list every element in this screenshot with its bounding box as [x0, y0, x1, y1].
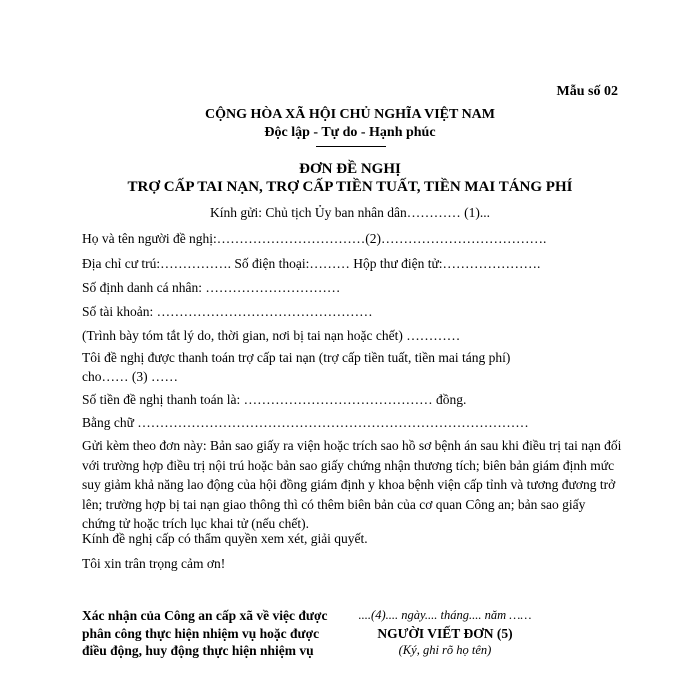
- request-line-1: Tôi đề nghị được thanh toán trợ cấp tai nạn (trợ cấp tiền tuất, tiền mai táng phí): [82, 350, 511, 365]
- closing-request: Kính đề nghị cấp có thẩm quyền xem xét, giải quyết.: [82, 531, 368, 546]
- request-line-2: cho…… (3) ……: [82, 369, 178, 384]
- signature-block: [335, 607, 555, 660]
- form-number: Mẫu số 02: [556, 84, 618, 99]
- document-title: ĐƠN ĐỀ NGHỊ: [299, 161, 401, 177]
- address-field: Địa chỉ cư trú:……………. Số điện thoại:……… Hộp thư điện tử:………………….: [82, 256, 541, 271]
- account-number-field: Số tài khoản: …………………………………………: [82, 304, 373, 319]
- amount-in-words-field: Bằng chữ ……………………………………………………………………………: [82, 415, 529, 430]
- date-line: ....(4).... ngày.... tháng.... năm ……: [358, 608, 532, 622]
- closing-thanks: Tôi xin trân trọng cảm ơn!: [82, 556, 226, 571]
- attachments-paragraph: Gửi kèm theo đơn này: Bản sao giấy ra viện hoặc trích sao hồ sơ bệnh án sau khi điều trị tai nạn đối với trường hợp điều trị nội trú hoặc bản sao giấy chứng nhận thương tích; biên bản giám định mức suy giảm khả năng lao động của hội đồng giám định y khoa bệnh viện cấp tỉnh và tương đương trở lên; trường hợp bị tai nạn giao thông thì có thêm biên bản của cơ quan Công an; bản sao giấy chứng tử hoặc trích lục khai tử (nếu chết).: [82, 438, 622, 531]
- header-divider: [316, 146, 386, 147]
- signer-title: NGƯỜI VIẾT ĐƠN (5): [377, 625, 513, 641]
- summary-field: (Trình bày tóm tắt lý do, thời gian, nơi bị tai nạn hoặc chết) …………: [82, 328, 461, 343]
- signature-note: (Ký, ghi rõ họ tên): [398, 643, 492, 657]
- national-title: CỘNG HÒA XÃ HỘI CHỦ NGHĨA VIỆT NAM: [204, 107, 495, 122]
- national-motto: Độc lập - Tự do - Hạnh phúc: [264, 125, 436, 140]
- recipient-line: Kính gửi: Chủ tịch Ủy ban nhân dân………… (1)...: [210, 205, 490, 220]
- document-subtitle: TRỢ CẤP TAI NẠN, TRỢ CẤP TIỀN TUẤT, TIỀN MAI TÁNG PHÍ: [127, 179, 573, 195]
- amount-field: Số tiền đề nghị thanh toán là: …………………………………… đồng.: [82, 392, 467, 407]
- personal-id-field: Số định danh cá nhân: …………………………: [82, 280, 341, 295]
- full-name-field: Họ và tên người đề nghị:……………………………(2)……………………………….: [82, 231, 547, 246]
- police-confirmation: Xác nhận của Công an cấp xã về việc được phân công thực hiện nhiệm vụ hoặc được điều động, huy động thực hiện nhiệm vụ: [82, 608, 328, 658]
